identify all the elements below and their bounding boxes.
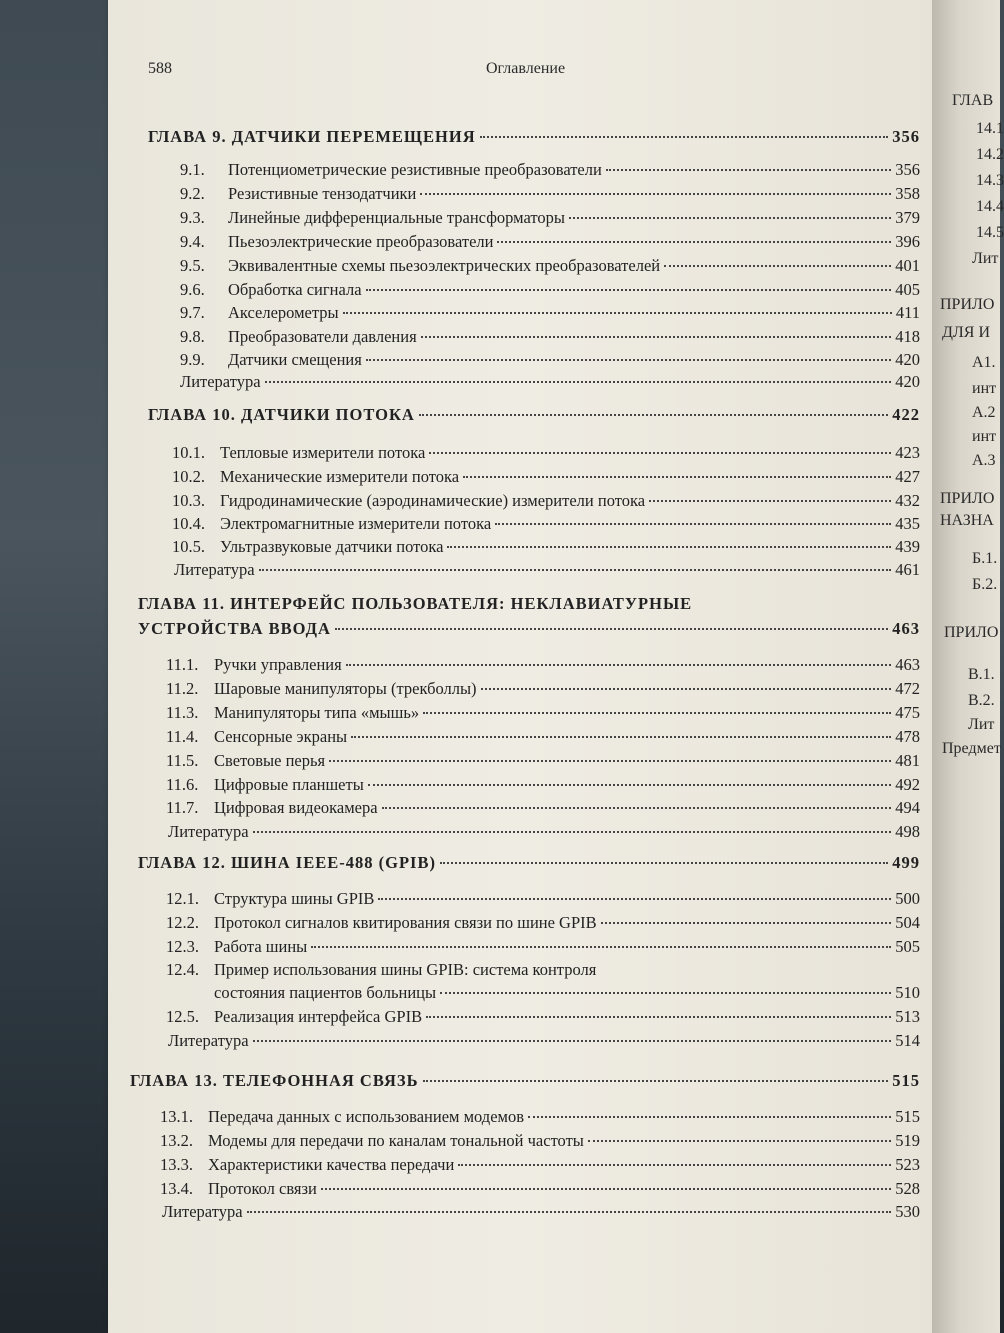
section-title <box>160 1107 524 1127</box>
section-title-text: Датчики смещения <box>228 350 362 369</box>
section-title <box>160 1155 454 1175</box>
section-title <box>174 560 255 580</box>
section-number: 12.2. <box>166 913 199 932</box>
toc-entry <box>180 256 920 276</box>
toc-entry <box>166 889 920 909</box>
toc-entry <box>160 1131 920 1151</box>
section-title-text: Структура шины GPIB <box>214 889 375 908</box>
section-number: 11.4. <box>166 727 199 746</box>
toc-entry <box>172 491 920 511</box>
section-page-number: 472 <box>895 679 920 698</box>
section-page-number: 356 <box>895 160 920 179</box>
right-page-fragment: Предмет <box>942 740 1001 757</box>
right-page-fragment: 14.5 <box>976 224 1004 241</box>
section-page-number: 528 <box>895 1179 920 1198</box>
section-page-number: 405 <box>895 280 920 299</box>
section-title <box>166 679 477 699</box>
section-title-text: Цифровые планшеты <box>214 775 364 794</box>
toc-entry <box>214 983 920 1003</box>
section-page-number: 439 <box>895 537 920 556</box>
book-page-right-edge <box>932 0 1004 1333</box>
section-title-text: Шаровые манипуляторы (трекболлы) <box>214 679 477 698</box>
chapter-page-number: 499 <box>892 853 920 872</box>
toc-entry <box>180 303 920 323</box>
section-title <box>168 1031 249 1051</box>
book-page-left <box>108 0 938 1333</box>
section-title-text: Протокол связи <box>208 1179 317 1198</box>
right-page-fragment: 14.1 <box>976 120 1004 137</box>
chapter-title: ГЛАВА 9. ДАТЧИКИ ПЕРЕМЕЩЕНИЯ <box>148 127 476 146</box>
chapter-heading <box>138 853 920 873</box>
right-page-fragment: А.3 <box>972 452 996 469</box>
section-title-text: Пьезоэлектрические преобразователи <box>228 232 494 251</box>
dot-leader <box>588 1140 891 1142</box>
section-page-number: 435 <box>895 514 920 533</box>
toc-entry <box>166 937 920 957</box>
toc-entry <box>180 184 920 204</box>
dot-leader <box>335 628 888 630</box>
section-page-number: 463 <box>895 655 920 674</box>
section-title <box>172 514 491 534</box>
section-title-text: Литература <box>168 1031 249 1050</box>
right-page-fragment: Б.2. <box>972 576 998 593</box>
section-page-number: 500 <box>895 889 920 908</box>
chapter-heading <box>138 619 920 639</box>
dot-leader <box>382 807 892 809</box>
dot-leader <box>366 359 891 361</box>
section-page-number: 515 <box>895 1107 920 1126</box>
section-title-text: Сенсорные экраны <box>214 727 348 746</box>
toc-entry <box>180 280 920 300</box>
section-number: 13.4. <box>160 1179 193 1198</box>
section-number: 10.2. <box>172 467 205 486</box>
toc-entry <box>180 372 920 392</box>
section-page-number: 427 <box>895 467 920 486</box>
section-title-text: Литература <box>168 822 249 841</box>
section-title-text: Модемы для передачи по каналам тональной частоты <box>208 1131 584 1150</box>
dot-leader <box>343 312 892 314</box>
section-title-text: Ручки управления <box>214 655 342 674</box>
section-number: 10.1. <box>172 443 205 462</box>
section-page-number: 514 <box>895 1031 920 1050</box>
chapter-heading <box>130 1071 920 1091</box>
section-title <box>172 537 443 557</box>
section-number: 9.5. <box>180 256 205 275</box>
dot-leader <box>458 1164 891 1166</box>
section-number: 12.3. <box>166 937 199 956</box>
page-title: Оглавление <box>486 60 566 77</box>
section-title <box>180 372 261 392</box>
chapter-page-number: 515 <box>892 1071 920 1090</box>
section-title: состояния пациентов больницы <box>214 983 437 1002</box>
section-title-text: Работа шины <box>214 937 308 956</box>
dot-leader <box>495 523 891 525</box>
section-title <box>168 822 249 842</box>
section-title-text: Реализация интерфейса GPIB <box>214 1007 423 1026</box>
right-page-fragment: инт <box>972 428 997 445</box>
toc-entry <box>174 560 920 580</box>
right-page-fragment: инт <box>972 380 997 397</box>
section-page-number: 523 <box>895 1155 920 1174</box>
section-title-text: Ультразвуковые датчики потока <box>220 537 444 556</box>
section-title <box>166 727 347 747</box>
section-title <box>180 280 362 300</box>
dot-leader <box>497 241 891 243</box>
dot-leader <box>423 712 891 714</box>
right-page-fragment: ДЛЯ И <box>942 324 990 341</box>
section-title <box>166 798 378 818</box>
section-title-text: Литература <box>174 560 255 579</box>
toc-entry <box>160 1179 920 1199</box>
section-title <box>180 303 339 323</box>
toc-entry <box>166 655 920 675</box>
section-number: 11.2. <box>166 679 199 698</box>
section-title <box>180 184 416 204</box>
section-title <box>180 208 565 228</box>
right-page-fragment: 14.2 <box>976 146 1004 163</box>
dot-leader <box>481 688 892 690</box>
section-title <box>166 889 374 909</box>
section-title <box>162 1202 243 1222</box>
toc-entry <box>172 443 920 463</box>
section-title-text: Тепловые измерители потока <box>220 443 426 462</box>
section-page-number: 411 <box>895 303 920 322</box>
dot-leader <box>253 831 892 833</box>
section-title <box>180 256 660 276</box>
dot-leader <box>440 992 891 994</box>
section-title-text: Потенциометрические резистивные преобразователи <box>228 160 602 179</box>
right-page-fragment: В.1. <box>968 666 995 683</box>
dot-leader <box>528 1116 891 1118</box>
toc-entry <box>166 913 920 933</box>
section-number: 9.6. <box>180 280 205 299</box>
section-number: 9.3. <box>180 208 205 227</box>
section-title-text: Характеристики качества передачи <box>208 1155 455 1174</box>
toc-entry <box>168 822 920 842</box>
chapter-page-number: 463 <box>892 619 920 638</box>
toc-entry <box>166 1007 920 1027</box>
section-title <box>166 703 419 723</box>
section-page-number: 401 <box>895 256 920 275</box>
section-title <box>166 751 325 771</box>
dot-leader <box>601 922 892 924</box>
dot-leader <box>419 414 888 416</box>
dot-leader <box>421 336 892 338</box>
toc-entry <box>180 160 920 180</box>
section-page-number: 420 <box>895 350 920 369</box>
toc-entry <box>160 1155 920 1175</box>
section-number: 11.3. <box>166 703 199 722</box>
section-title-text: Протокол сигналов квитирования связи по шине GPIB <box>214 913 597 932</box>
section-number: 12.1. <box>166 889 199 908</box>
section-title <box>166 913 597 933</box>
section-page-number: 418 <box>895 327 920 346</box>
section-page-number: 481 <box>895 751 920 770</box>
right-page-fragment: НАЗНА <box>940 512 994 529</box>
toc-entry <box>180 350 920 370</box>
chapter-page-number: 422 <box>892 405 920 424</box>
toc-entry <box>172 537 920 557</box>
section-title <box>172 491 645 511</box>
chapter-page-number: 356 <box>892 127 920 146</box>
dot-leader <box>480 136 889 138</box>
section-title <box>166 1007 422 1027</box>
section-number: 11.6. <box>166 775 199 794</box>
right-page-fragment: ПРИЛО <box>944 624 999 641</box>
dot-leader <box>447 546 891 548</box>
section-title-text: Световые перья <box>214 751 326 770</box>
section-title-text: Манипуляторы типа «мышь» <box>214 703 420 722</box>
section-page-number: 498 <box>895 822 920 841</box>
dot-leader <box>378 898 891 900</box>
right-page-fragment: ПРИЛО <box>940 296 995 313</box>
toc-entry <box>160 1107 920 1127</box>
table-of-contents <box>108 0 938 1333</box>
section-number: 13.3. <box>160 1155 193 1174</box>
section-title-text: Цифровая видеокамера <box>214 798 378 817</box>
section-page-number: 494 <box>895 798 920 817</box>
section-title <box>160 1131 584 1151</box>
right-page-fragment: 14.4 <box>976 198 1004 215</box>
dot-leader <box>351 736 891 738</box>
section-title-line: Пример использования шины GPIB: система контроля <box>214 960 597 979</box>
section-page-number: 461 <box>895 560 920 579</box>
section-title-text: Линейные дифференциальные трансформаторы <box>228 208 565 227</box>
dot-leader <box>247 1211 892 1213</box>
dot-leader <box>346 664 892 666</box>
section-number: 9.7. <box>180 303 205 322</box>
right-page-fragment: 14.3 <box>976 172 1004 189</box>
toc-entry <box>172 467 920 487</box>
dot-leader <box>429 452 891 454</box>
right-page-fragment: В.2. <box>968 692 995 709</box>
dot-leader <box>259 569 892 571</box>
section-number: 13.1. <box>160 1107 193 1126</box>
toc-entry <box>180 327 920 347</box>
section-page-number: 519 <box>895 1131 920 1150</box>
section-page-number: 396 <box>895 232 920 251</box>
section-title <box>180 160 602 180</box>
section-title-text: Литература <box>180 372 261 391</box>
section-page-number: 432 <box>895 491 920 510</box>
section-title-text: Литература <box>162 1202 243 1221</box>
section-title-text: Резистивные тензодатчики <box>228 184 417 203</box>
toc-entry <box>166 703 920 723</box>
toc-entry <box>166 798 920 818</box>
right-page-fragment: Лит <box>968 716 995 733</box>
toc-entry-line <box>166 960 596 980</box>
toc-entry <box>166 679 920 699</box>
section-title <box>166 937 307 957</box>
section-title <box>160 1179 317 1199</box>
section-page-number: 379 <box>895 208 920 227</box>
section-page-number: 510 <box>895 983 920 1002</box>
chapter-title: ГЛАВА 12. ШИНА IEEE-488 (GPIB) <box>138 853 436 872</box>
section-number: 11.5. <box>166 751 199 770</box>
section-title <box>166 655 342 675</box>
section-page-number: 420 <box>895 372 920 391</box>
section-title <box>180 327 417 347</box>
dot-leader <box>321 1188 891 1190</box>
section-title <box>180 232 493 252</box>
section-page-number: 530 <box>895 1202 920 1221</box>
toc-entry <box>180 208 920 228</box>
section-title-text: Акселерометры <box>228 303 339 322</box>
page-number: 588 <box>148 60 172 77</box>
section-title-text: Механические измерители потока <box>220 467 460 486</box>
toc-entry <box>162 1202 920 1222</box>
dot-leader <box>463 476 891 478</box>
dot-leader <box>311 946 891 948</box>
dot-leader <box>569 217 891 219</box>
section-number: 12.5. <box>166 1007 199 1026</box>
chapter-title: ГЛАВА 10. ДАТЧИКИ ПОТОКА <box>148 405 415 424</box>
section-title <box>172 467 459 487</box>
section-title <box>180 350 362 370</box>
right-page-fragment: ГЛАВ <box>952 92 994 109</box>
section-number: 9.8. <box>180 327 205 346</box>
section-page-number: 478 <box>895 727 920 746</box>
section-page-number: 492 <box>895 775 920 794</box>
section-number: 12.4. <box>166 960 199 979</box>
section-title <box>172 443 425 463</box>
dot-leader <box>265 381 892 383</box>
section-title-text: Преобразователи давления <box>228 327 417 346</box>
chapter-heading <box>148 127 920 147</box>
dot-leader <box>368 784 891 786</box>
section-number: 11.1. <box>166 655 199 674</box>
chapter-heading <box>148 405 920 425</box>
right-page-fragment: А1. <box>972 354 996 371</box>
chapter-title: ГЛАВА 13. ТЕЛЕФОННАЯ СВЯЗЬ <box>130 1071 419 1090</box>
chapter-title-line: ГЛАВА 11. ИНТЕРФЕЙС ПОЛЬЗОВАТЕЛЯ: НЕКЛАВИАТУРНЫЕ <box>138 594 693 613</box>
section-number: 10.5. <box>172 537 205 556</box>
toc-entry <box>180 232 920 252</box>
section-page-number: 505 <box>895 937 920 956</box>
dot-leader <box>366 289 892 291</box>
dot-leader <box>606 169 891 171</box>
section-title <box>166 775 364 795</box>
toc-entry <box>168 1031 920 1051</box>
section-page-number: 423 <box>895 443 920 462</box>
dot-leader <box>426 1016 891 1018</box>
section-number: 9.9. <box>180 350 205 369</box>
toc-entry <box>166 775 920 795</box>
section-title-text: Эквивалентные схемы пьезоэлектрических преобразователей <box>228 256 661 275</box>
dot-leader <box>440 862 888 864</box>
section-number: 9.2. <box>180 184 205 203</box>
right-page-fragment: А.2 <box>972 404 996 421</box>
section-number: 10.4. <box>172 514 205 533</box>
toc-entry <box>166 751 920 771</box>
section-page-number: 358 <box>895 184 920 203</box>
section-number: 9.1. <box>180 160 205 179</box>
section-title-text: Гидродинамические (аэродинамические) измерители потока <box>220 491 646 510</box>
toc-entry <box>172 514 920 534</box>
right-page-fragment: Б.1. <box>972 550 998 567</box>
dot-leader <box>329 760 891 762</box>
section-number: 11.7. <box>166 798 199 817</box>
section-number: 13.2. <box>160 1131 193 1150</box>
section-page-number: 513 <box>895 1007 920 1026</box>
section-number: 9.4. <box>180 232 205 251</box>
section-title-text: Обработка сигнала <box>228 280 362 299</box>
dot-leader <box>664 265 891 267</box>
section-number: 10.3. <box>172 491 205 510</box>
dot-leader <box>423 1080 889 1082</box>
toc-entry <box>166 727 920 747</box>
dot-leader <box>420 193 891 195</box>
section-page-number: 504 <box>895 913 920 932</box>
right-page-fragment: ПРИЛО <box>940 490 995 507</box>
chapter-title: УСТРОЙСТВА ВВОДА <box>138 619 331 638</box>
section-title-text: Передача данных с использованием модемов <box>208 1107 524 1126</box>
dot-leader <box>253 1040 892 1042</box>
section-page-number: 475 <box>895 703 920 722</box>
section-title-text: Электромагнитные измерители потока <box>220 514 492 533</box>
right-page-fragment: Лит <box>972 250 999 267</box>
dot-leader <box>649 500 891 502</box>
